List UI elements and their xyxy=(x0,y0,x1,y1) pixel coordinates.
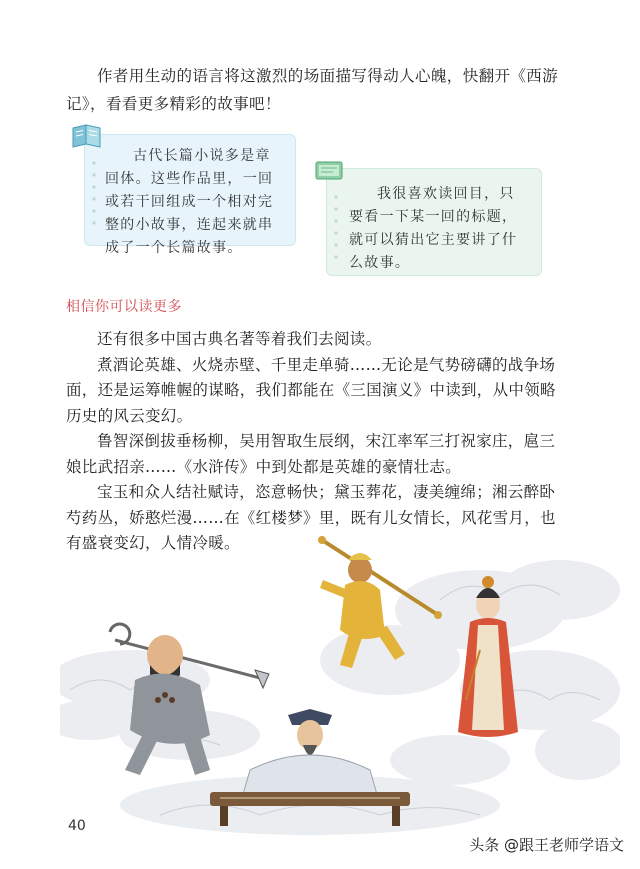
tip-text-left: 古代长篇小说多是章回体。这些作品里，一回或若干回组成一个相对完整的小故事，连起来就串成了一个长篇故事。 xyxy=(105,148,274,256)
book-icon xyxy=(313,158,347,184)
dotted-margin xyxy=(333,191,339,263)
classic-characters-illustration xyxy=(60,530,620,835)
paragraph: 还有很多中国古典名著等着我们去阅读。 xyxy=(97,330,382,348)
watermark: 头条 @跟王老师学语文 xyxy=(469,836,624,854)
tip-text-right: 我很喜欢读回目，只要看一下某一回的标题，就可以猜出它主要讲了什么故事。 xyxy=(349,186,518,271)
paragraph: 煮酒论英雄、火烧赤壁、千里走单骑……无论是气势磅礴的战争场面，还是运筹帷幄的谋略，我们都能在《三国演义》中读到，从中领略历史的风云变幻。 xyxy=(66,355,556,425)
intro-paragraph: 作者用生动的语言将这激烈的场面描写得动人心魄，快翻开《西游记》，看看更多精彩的故事吧！ xyxy=(66,67,559,113)
dotted-margin xyxy=(91,157,97,233)
section-body xyxy=(66,327,566,557)
section-heading: 相信你可以读更多 xyxy=(66,299,182,315)
lu-zhishen-figure xyxy=(110,624,269,775)
book-icon xyxy=(70,122,104,150)
paragraph: 宝玉和众人结社赋诗，恣意畅快；黛玉葬花，凄美缠绵；湘云醉卧芍药丛，娇憨烂漫……在《红楼梦》里，既有儿女情长，风花雪月，也有盛衰变幻，人情冷暖。 xyxy=(66,483,556,552)
page-number: 40 xyxy=(68,818,86,834)
tip-card-left xyxy=(84,134,296,256)
tip-card-right xyxy=(326,168,542,276)
paragraph: 鲁智深倒拔垂杨柳，吴用智取生辰纲，宋江率军三打祝家庄，扈三娘比武招亲……《水浒传》中到处都是英雄的豪情壮志。 xyxy=(66,432,556,476)
